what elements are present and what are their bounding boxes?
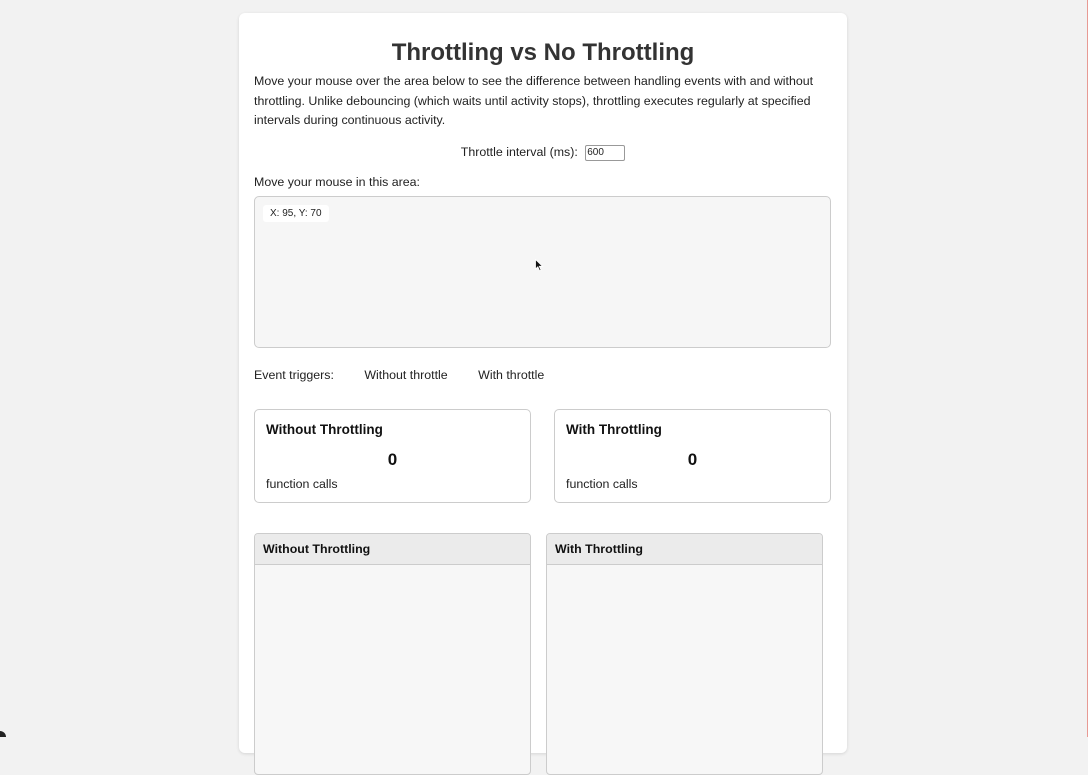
- counter-unit: function calls: [266, 477, 338, 491]
- counter-unit: function calls: [566, 477, 638, 491]
- interval-row: [239, 145, 847, 161]
- log-with-throttling[interactable]: [546, 533, 823, 775]
- counter-title: Without Throttling: [266, 422, 383, 437]
- throttle-interval-input[interactable]: 600: [585, 145, 625, 161]
- mouse-tracking-area[interactable]: [254, 196, 831, 348]
- trigger-with-throttle: With throttle: [478, 368, 544, 382]
- counter-title: With Throttling: [566, 422, 662, 437]
- log-without-throttling[interactable]: [254, 533, 531, 775]
- demo-card: [239, 13, 847, 753]
- mouse-area-label: Move your mouse in this area:: [254, 175, 420, 189]
- interval-label: Throttle interval (ms):: [461, 145, 578, 159]
- window-corner: [0, 731, 6, 737]
- coordinates-display: X: 95, Y: 70: [263, 205, 329, 222]
- log-header: With Throttling: [547, 534, 822, 565]
- counter-value: 0: [255, 450, 530, 470]
- trigger-without-throttle: Without throttle: [364, 368, 447, 382]
- counter-without-throttling: [254, 409, 531, 503]
- event-triggers: [254, 368, 571, 382]
- page-title: Throttling vs No Throttling: [239, 41, 847, 65]
- counter-value: 0: [555, 450, 830, 470]
- counter-with-throttling: [554, 409, 831, 503]
- event-triggers-label: Event triggers:: [254, 368, 334, 382]
- log-header: Without Throttling: [255, 534, 530, 565]
- page-description: Move your mouse over the area below to see the difference between handling events with and without throttling. Unlike debouncing (which waits until activity stops), throttling executes regularly at specified intervals during continuous activity.: [254, 72, 814, 131]
